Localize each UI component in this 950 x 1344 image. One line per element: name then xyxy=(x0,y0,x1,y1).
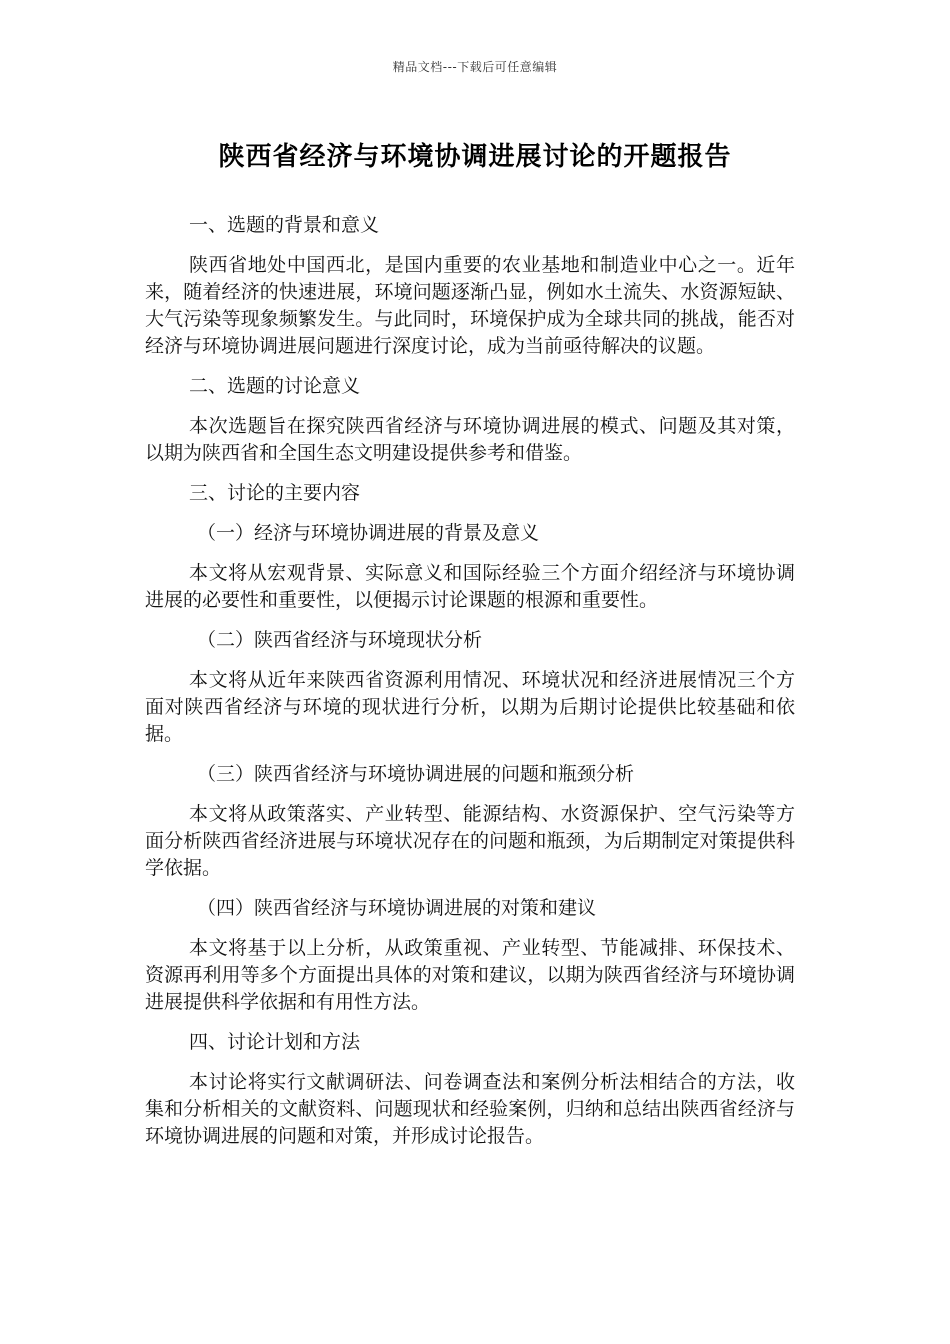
subsection-heading: （三）陕西省经济与环境协调进展的问题和瓶颈分析 xyxy=(197,763,635,785)
section-heading: 二、选题的讨论意义 xyxy=(189,375,361,397)
paragraph: 本文将从宏观背景、实际意义和国际经验三个方面介绍经济与环境协调进展的必要性和重要性，以便揭示讨论课题的根源和重要性。 xyxy=(145,562,795,611)
paragraph: 陕西省地处中国西北，是国内重要的农业基地和制造业中心之一。近年来，随着经济的快速进展，环境问题逐渐凸显，例如水土流失、水资源短缺、大气污染等现象频繁发生。与此同时，环境保护成为全球共同的挑战，能否对经济与环境协调进展问题进行深度讨论，成为当前亟待解决的议题。 xyxy=(145,254,795,357)
section-heading: 一、选题的背景和意义 xyxy=(189,214,380,236)
paragraph: 本讨论将实行文献调研法、问卷调查法和案例分析法相结合的方法，收集和分析相关的文献资料、问题现状和经验案例，归纳和总结出陕西省经济与环境协调进展的问题和对策，并形成讨论报告。 xyxy=(145,1071,795,1147)
header-note: 精品文档---下载后可任意编辑 xyxy=(392,60,558,74)
paragraph: 本次选题旨在探究陕西省经济与环境协调进展的模式、问题及其对策，以期为陕西省和全国生态文明建设提供参考和借鉴。 xyxy=(145,415,795,464)
subsection-heading: （二）陕西省经济与环境现状分析 xyxy=(197,629,483,651)
subsection-heading: （四）陕西省经济与环境协调进展的对策和建议 xyxy=(197,897,597,919)
paragraph: 本文将从政策落实、产业转型、能源结构、水资源保护、空气污染等方面分析陕西省经济进展与环境状况存在的问题和瓶颈，为后期制定对策提供科学依据。 xyxy=(145,803,795,879)
paragraph: 本文将从近年来陕西省资源利用情况、环境状况和经济进展情况三个方面对陕西省经济与环境的现状进行分析，以期为后期讨论提供比较基础和依据。 xyxy=(145,669,795,745)
document-body xyxy=(145,212,795,1163)
section-heading: 四、讨论计划和方法 xyxy=(189,1031,361,1053)
paragraph: 本文将基于以上分析，从政策重视、产业转型、节能减排、环保技术、资源再利用等多个方面提出具体的对策和建议，以期为陕西省经济与环境协调进展提供科学依据和有用性方法。 xyxy=(145,937,795,1013)
document-title: 陕西省经济与环境协调进展讨论的开题报告 xyxy=(218,142,732,172)
section-heading: 三、讨论的主要内容 xyxy=(189,482,361,504)
subsection-heading: （一）经济与环境协调进展的背景及意义 xyxy=(197,522,540,544)
